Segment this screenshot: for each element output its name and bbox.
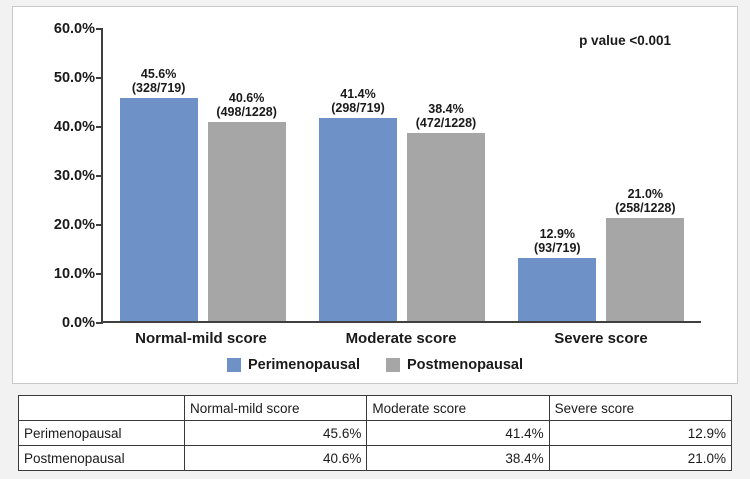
- bar-fraction: (93/719): [534, 241, 581, 255]
- table-cell-peri-normal-mild: 45.6%: [185, 421, 367, 446]
- chart-legend: [13, 357, 737, 373]
- bar-group-normal-mild: [110, 29, 295, 321]
- table-cell-peri-moderate: 41.4%: [367, 421, 549, 446]
- bar-wrap-perimenopausal-severe: [518, 29, 596, 321]
- chart-card: [12, 6, 738, 384]
- table-header-moderate: Moderate score: [367, 396, 549, 421]
- table-row: [19, 421, 732, 446]
- y-tick-label-0: 0.0%: [61, 315, 95, 331]
- bar-group-moderate: [309, 29, 494, 321]
- table-corner-cell: [19, 396, 185, 421]
- category-label-moderate: Moderate score: [345, 329, 457, 347]
- bar-percent: 21.0%: [627, 187, 664, 201]
- bar-value-label: [132, 67, 186, 95]
- table-row-label-postmenopausal: Postmenopausal: [19, 446, 185, 471]
- y-tick-label-5: 50.0%: [53, 70, 95, 86]
- table-header-normal-mild: Normal-mild score: [185, 396, 367, 421]
- table-row-label-perimenopausal: Perimenopausal: [19, 421, 185, 446]
- bar-postmenopausal-severe[interactable]: [606, 187, 684, 321]
- bar-postmenopausal-moderate[interactable]: [407, 102, 485, 321]
- bar-percent: 41.4%: [340, 87, 376, 101]
- bar-fraction: (298/719): [331, 101, 385, 115]
- legend-item-postmenopausal[interactable]: [386, 357, 523, 373]
- bar-fraction: (498/1228): [216, 105, 277, 119]
- data-table-wrap: [18, 395, 732, 471]
- table-header-severe: Severe score: [549, 396, 731, 421]
- legend-swatch-icon-perimenopausal: [227, 358, 241, 372]
- y-tick-label-6: 60.0%: [53, 21, 95, 37]
- y-tick-mark-0: [96, 322, 103, 324]
- table-cell-post-moderate: 38.4%: [367, 446, 549, 471]
- y-tick-label-2: 20.0%: [53, 217, 95, 233]
- y-tick-mark-5: [96, 77, 103, 79]
- bar-wrap-postmenopausal-severe: [606, 29, 684, 321]
- legend-item-perimenopausal[interactable]: [227, 357, 360, 373]
- bar-group-severe: [509, 29, 694, 321]
- bar-value-label: [331, 87, 385, 115]
- bar-value-label: [416, 102, 476, 130]
- bar-value-label: [216, 91, 276, 119]
- bar-percent: 45.6%: [140, 67, 177, 81]
- y-tick-label-4: 40.0%: [53, 119, 95, 135]
- bar-perimenopausal-severe[interactable]: [518, 227, 596, 321]
- bar-wrap-postmenopausal-moderate: [407, 29, 485, 321]
- y-tick-mark-3: [96, 175, 103, 177]
- p-value-annotation: p value <0.001: [579, 33, 671, 48]
- bar-perimenopausal-normal-mild[interactable]: [120, 67, 198, 321]
- table-cell-post-normal-mild: 40.6%: [185, 446, 367, 471]
- y-tick-label-3: 30.0%: [53, 168, 95, 184]
- bar-wrap-perimenopausal-moderate: [319, 29, 397, 321]
- bar-perimenopausal-moderate[interactable]: [319, 87, 397, 321]
- bar-postmenopausal-normal-mild[interactable]: [208, 91, 286, 321]
- data-table: [18, 395, 732, 471]
- bar-wrap-perimenopausal-normal-mild: [120, 29, 198, 321]
- bar-fraction: (328/719): [131, 81, 186, 95]
- bar-fraction: (258/1228): [615, 201, 676, 215]
- legend-label-perimenopausal: Perimenopausal: [247, 357, 360, 373]
- table-row: [19, 446, 732, 471]
- bar-wrap-postmenopausal-normal-mild: [208, 29, 286, 321]
- bar-fraction: (472/1228): [415, 116, 477, 130]
- legend-swatch-icon-postmenopausal: [386, 358, 400, 372]
- table-cell-post-severe: 21.0%: [549, 446, 731, 471]
- table-header-row: [19, 396, 732, 421]
- plot-area: [53, 21, 701, 331]
- y-tick-mark-4: [96, 126, 103, 128]
- y-tick-mark-1: [96, 273, 103, 275]
- y-tick-mark-2: [96, 224, 103, 226]
- category-label-normal-mild: Normal-mild score: [135, 329, 267, 347]
- bar-percent: 12.9%: [539, 227, 576, 241]
- y-tick-label-1: 10.0%: [53, 266, 95, 282]
- bar-value-label: [534, 227, 581, 255]
- bar-percent: 40.6%: [228, 91, 265, 105]
- y-tick-mark-6: [96, 28, 103, 30]
- bars-container: [103, 29, 701, 321]
- category-labels: [101, 325, 701, 351]
- bar-value-label: [615, 187, 675, 215]
- legend-label-postmenopausal: Postmenopausal: [406, 357, 524, 373]
- bar-percent: 38.4%: [428, 102, 464, 116]
- category-label-severe: Severe score: [554, 329, 648, 347]
- table-cell-peri-severe: 12.9%: [549, 421, 731, 446]
